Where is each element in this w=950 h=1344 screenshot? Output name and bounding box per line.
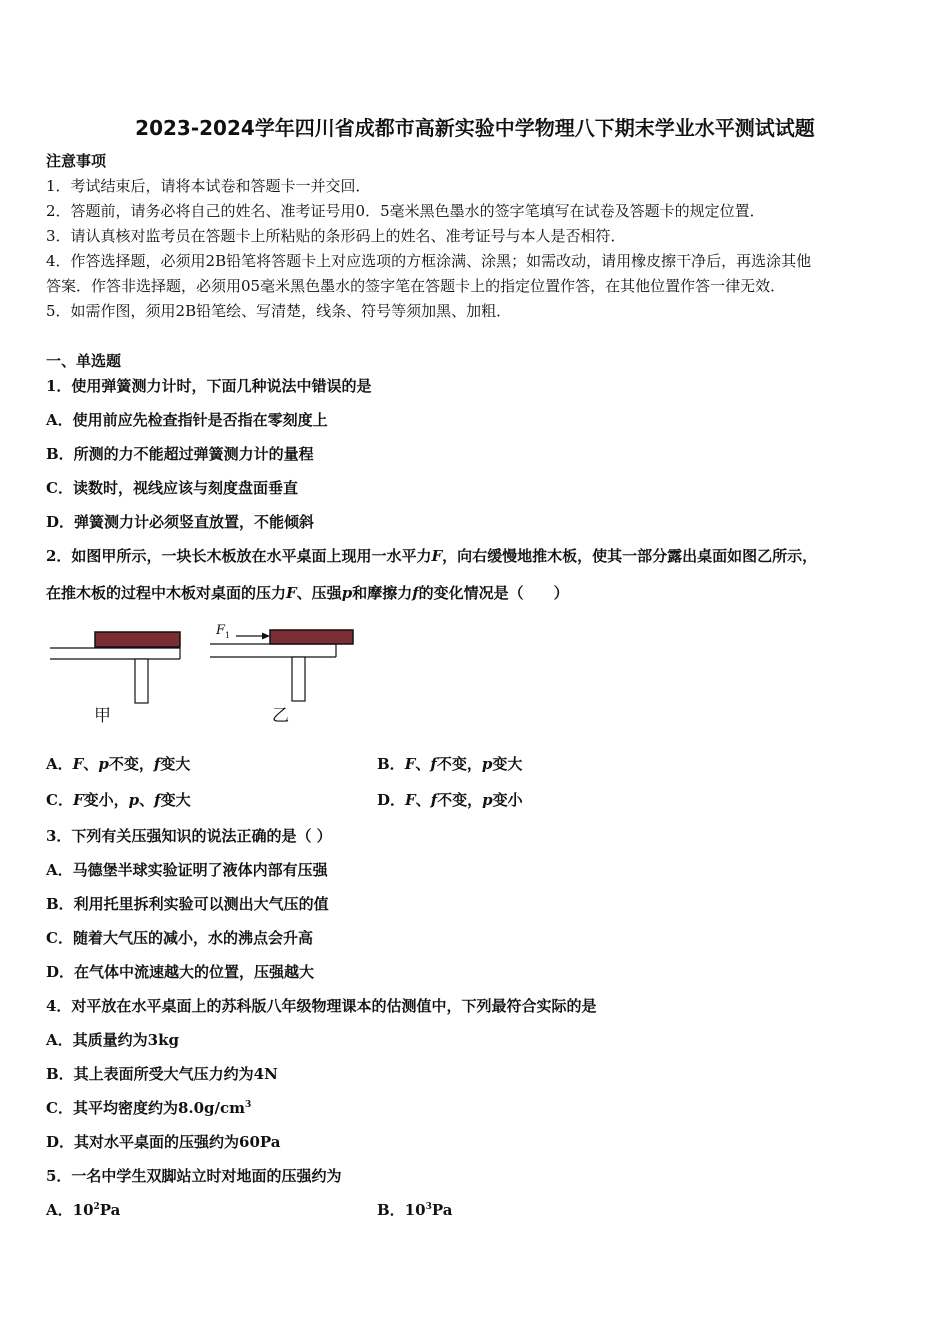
- q4-stem: 4．对平放在水平桌面上的苏科版八年级物理课本的估测值中，下列最符合实际的是: [46, 997, 597, 1015]
- q4-option-d: D．其对水平桌面的压强约为60Pa: [46, 1133, 281, 1151]
- figure-left: [50, 632, 180, 726]
- figure-label-yi: 乙: [272, 706, 289, 726]
- q3-option-b: B．利用托里拆利实验可以测出大气压的值: [46, 895, 329, 913]
- q1-option-a: A．使用前应先检查指针是否指在零刻度上: [46, 411, 328, 429]
- q5-option-a: A．$10^2Pa$: [46, 1201, 121, 1219]
- wooden-board: [95, 632, 180, 647]
- table-leg: [292, 657, 305, 701]
- notice-item: 5．如需作图，须用2B铅笔绘、写清楚，线条、符号等须加黑、加粗．: [46, 302, 512, 320]
- q1-option-b: B．所测的力不能超过弹簧测力计的量程: [46, 445, 314, 463]
- force-subscript: 1: [225, 631, 231, 640]
- q3-stem: 3．下列有关压强知识的说法正确的是（ ）: [46, 827, 332, 845]
- q2-stem-line2: 在推木板的过程中木板对桌面的压力F、压强p和摩擦力f的变化情况是（ ）: [46, 584, 569, 602]
- table-leg: [135, 659, 148, 703]
- notice-item: 2．答题前，请务必将自己的姓名、准考证号用0．5毫米黑色墨水的签字笔填写在试卷及答题卡的规定位置．: [46, 202, 765, 220]
- q3-option-a: A．马德堡半球实验证明了液体内部有压强: [46, 861, 328, 879]
- page-title: 2023-2024学年四川省成都市高新实验中学物理八下期末学业水平测试试题: [135, 116, 815, 140]
- q2-figure: [46, 618, 366, 728]
- notice-item: 1．考试结束后，请将本试卷和答题卡一并交回．: [46, 177, 371, 195]
- figure-right: [210, 623, 353, 726]
- notice-heading: 注意事项: [46, 152, 107, 170]
- force-label: F: [216, 623, 226, 638]
- q4-option-b: B．其上表面所受大气压力约为4N: [46, 1065, 278, 1083]
- q1-stem: 1．使用弹簧测力计时，下面几种说法中错误的是: [46, 377, 372, 395]
- section-heading: 一、单选题: [46, 352, 122, 370]
- q1-option-d: D．弹簧测力计必须竖直放置，不能倾斜: [46, 513, 315, 531]
- q2-stem-line1: 2．如图甲所示，一块长木板放在水平桌面上现用一水平力F，向右缓慢地推木板，使其一部分露出桌面如图乙所示，: [46, 547, 818, 565]
- arrow-head-icon: [262, 633, 270, 640]
- q3-option-c: C．随着大气压的减小，水的沸点会升高: [46, 929, 313, 947]
- q4-option-c: C．其平均密度约为$8.0g/cm^3$: [46, 1099, 252, 1117]
- q2-option-b: B．F、f不变，p变大: [377, 755, 523, 773]
- wooden-board: [270, 630, 353, 644]
- q5-stem: 5．一名中学生双脚站立时对地面的压强约为: [46, 1167, 342, 1185]
- notice-item: 答案．作答非选择题，必须用05毫米黑色墨水的签字笔在答题卡上的指定位置作答，在其他位置作答一律无效．: [46, 277, 786, 295]
- q1-option-c: C．读数时，视线应该与刻度盘面垂直: [46, 479, 298, 497]
- notice-item: 3．请认真核对监考员在答题卡上所粘贴的条形码上的姓名、准考证号与本人是否相符．: [46, 227, 626, 245]
- q2-option-a: A．F、p不变，f变大: [46, 755, 191, 773]
- notice-item: 4．作答选择题，必须用2B铅笔将答题卡上对应选项的方框涂满、涂黑；如需改动，请用橡皮擦干净后，再选涂其他: [46, 252, 812, 270]
- q2-option-c: C．F变小，p、f变大: [46, 791, 191, 809]
- figure-label-jia: 甲: [94, 706, 111, 726]
- q2-option-d: D．F、f不变，p变小: [377, 791, 523, 809]
- q3-option-d: D．在气体中流速越大的位置，压强越大: [46, 963, 315, 981]
- q5-option-b: B．$10^3Pa$: [377, 1201, 453, 1219]
- q4-option-a: A．其质量约为3kg: [46, 1031, 179, 1049]
